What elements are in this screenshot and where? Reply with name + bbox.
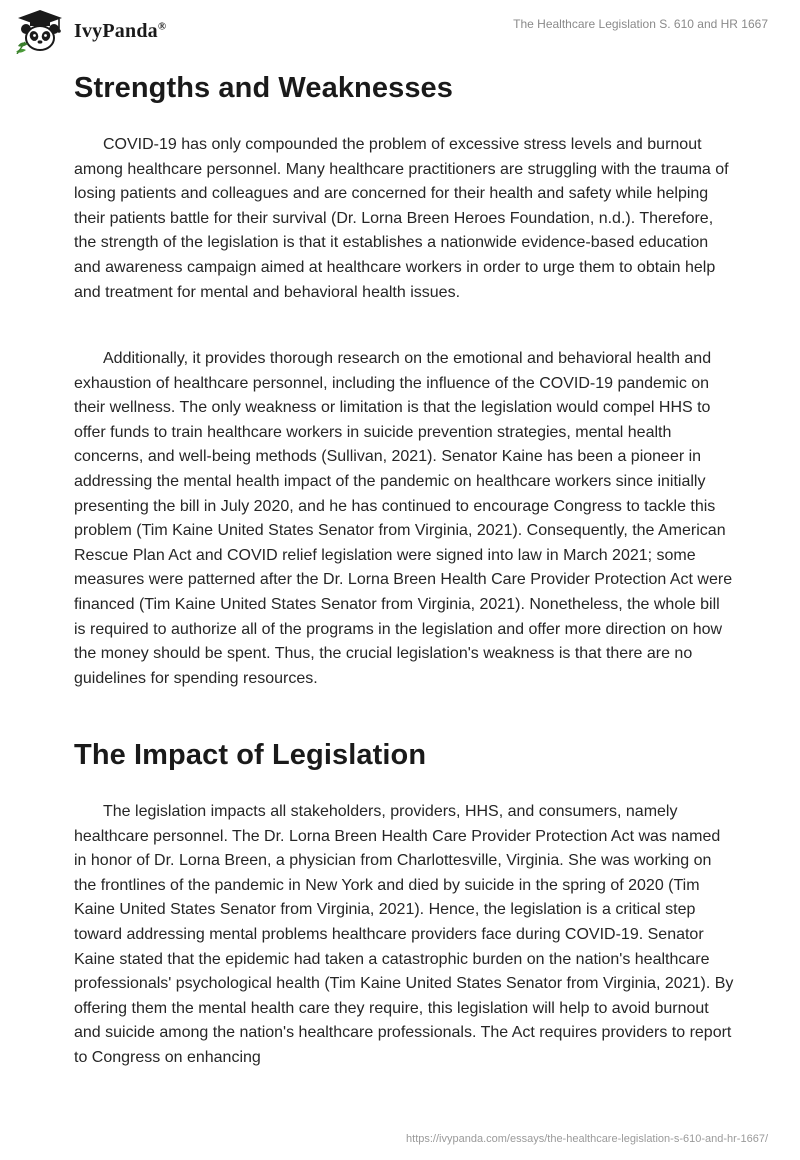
source-url[interactable]: https://ivypanda.com/essays/the-healthcare-legislation-s-610-and-hr-1667/: [406, 1133, 768, 1145]
paragraph: The legislation impacts all stakeholders, providers, HHS, and consumers, namely healthcare personnel. The Dr. Lorna Breen Health Care Provider Protection Act was named in honor of Dr. Lorna Breen, a physician from Charlottesville, Virginia. She was working on the frontlines of the pandemic in New York and died by suicide in the spring of 2020 (Tim Kaine United States Senator from Virginia, 2021). Hence, the legislation is a critical step toward addressing mental problems healthcare providers face during COVID-19. Senator Kaine stated that the epidemic had taken a catastrophic burden on the nation's healthcare professionals' psychological health (Tim Kaine United States Senator from Virginia, 2021). By offering them the mental health care they require, this legislation will help to avoid burnout and suicide among the nation's healthcare professionals. The Act requires providers to report to Congress on enhancing: [74, 803, 734, 1066]
section-heading-strengths: Strengths and Weaknesses: [74, 72, 454, 104]
document-title: The Healthcare Legislation S. 610 and HR 1667: [513, 17, 768, 31]
ivypanda-logo[interactable]: [14, 8, 166, 54]
brand-name: IvyPanda®: [74, 19, 167, 42]
panda-graduate-icon: [14, 8, 66, 54]
paragraph: COVID-19 has only compounded the problem of excessive stress levels and burnout among healthcare personnel. Many healthcare practitioners are struggling with the trauma of losing patients and colleagues and are concerned for their health and safety while helping their patients battle for their survival (Dr. Lorna Breen Heroes Foundation, n.d.). Therefore, the strength of the legislation is that it establishes a nationwide evidence-based education and awareness campaign aimed at healthcare workers in order to urge them to obtain help and treatment for mental and behavioral health issues.: [74, 136, 729, 301]
section-heading-impact: The Impact of Legislation: [74, 739, 427, 771]
paragraph: Additionally, it provides thorough research on the emotional and behavioral health and exhaustion of healthcare personnel, including the influence of the COVID-19 pandemic on their wellness. The only weakness or limitation is that the legislation would compel HHS to offer funds to train healthcare workers in suicide prevention strategies, mental health concerns, and well-being methods (Sullivan, 2021). Senator Kaine has been a pioneer in addressing the mental health impact of the pandemic on healthcare workers since initially presenting the bill in July 2020, and he has continued to encourage Congress to tackle this problem (Tim Kaine United States Senator from Virginia, 2021). Consequently, the American Rescue Plan Act and COVID relief legislation were signed into law in March 2021; some measures were patterned after the Dr. Lorna Breen Health Care Provider Protection Act were financed (Tim Kaine United States Senator from Virginia, 2021). Nonetheless, the whole bill is required to authorize all of the programs in the legislation and offer more direction on how the money should be spent. Thus, the crucial legislation's weakness is that there are no guidelines for spending resources.: [74, 350, 733, 687]
